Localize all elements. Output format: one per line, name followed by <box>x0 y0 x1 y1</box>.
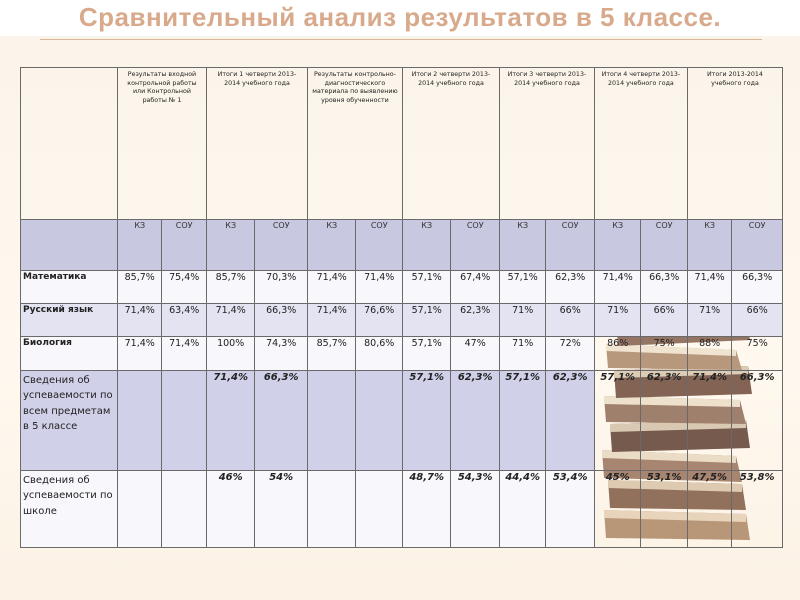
table-cell <box>307 370 356 470</box>
subheader-row <box>21 219 783 270</box>
header-diagnostic: Результаты контрольно-диагностического материала по выявлению уровня обученности <box>307 68 402 220</box>
subheader-sou: СОУ <box>732 219 783 270</box>
table-cell: 71,4% <box>687 270 731 303</box>
subheader-empty <box>21 219 118 270</box>
table-cell: 66,3% <box>732 270 783 303</box>
table-cell: 86% <box>594 337 640 370</box>
table-cell: 46% <box>206 470 255 547</box>
table-cell: 71,4% <box>307 303 356 336</box>
table-cell: 66% <box>732 303 783 336</box>
table-cell: 71% <box>499 337 545 370</box>
subheader-kz: КЗ <box>499 219 545 270</box>
row-subject: Сведения об успеваемости по всем предметам в 5 классе <box>21 370 118 470</box>
table-cell <box>356 470 402 547</box>
subheader-kz: КЗ <box>687 219 731 270</box>
row-subject: Биология <box>21 337 118 370</box>
table-cell: 71,4% <box>162 337 206 370</box>
table-cell: 62,3% <box>546 270 595 303</box>
subheader-kz: КЗ <box>594 219 640 270</box>
table-cell: 53,1% <box>641 470 687 547</box>
subheader-kz: КЗ <box>402 219 451 270</box>
header-entrance-test: Результаты входной контрольной работы или Контрольной работы № 1 <box>118 68 207 220</box>
table-cell: 57,1% <box>402 303 451 336</box>
table-cell: 53,8% <box>732 470 783 547</box>
table-row <box>21 470 783 547</box>
table-cell: 71,4% <box>687 370 731 470</box>
table-cell: 47,5% <box>687 470 731 547</box>
table-cell: 66,3% <box>732 370 783 470</box>
table-cell <box>162 470 206 547</box>
table-cell: 80,6% <box>356 337 402 370</box>
table-cell <box>356 370 402 470</box>
table-cell: 71,4% <box>307 270 356 303</box>
table-row <box>21 270 783 303</box>
table-cell: 76,6% <box>356 303 402 336</box>
table-cell: 54% <box>255 470 308 547</box>
results-table <box>20 67 783 548</box>
row-subject: Сведения об успеваемости по школе <box>21 470 118 547</box>
header-row <box>21 68 783 220</box>
table-cell: 66,3% <box>641 270 687 303</box>
table-row <box>21 303 783 336</box>
subheader-kz: КЗ <box>206 219 255 270</box>
page-title: Сравнительный анализ результатов в 5 классе. <box>78 2 722 32</box>
table-cell: 85,7% <box>206 270 255 303</box>
table-cell: 66% <box>641 303 687 336</box>
table-cell: 63,4% <box>162 303 206 336</box>
table-cell: 71% <box>499 303 545 336</box>
header-quarter-4: Итоги 4 четверти 2013-2014 учебного года <box>594 68 687 220</box>
table-cell: 85,7% <box>307 337 356 370</box>
table-cell: 57,1% <box>402 370 451 470</box>
table-cell: 71,4% <box>594 270 640 303</box>
subheader-kz: КЗ <box>307 219 356 270</box>
table-cell: 54,3% <box>451 470 500 547</box>
subheader-sou: СОУ <box>641 219 687 270</box>
header-year: Итоги 2013-2014 учебного года <box>687 68 782 220</box>
table-row <box>21 337 783 370</box>
table-cell: 45% <box>594 470 640 547</box>
table-cell: 70,3% <box>255 270 308 303</box>
table-cell: 85,7% <box>118 270 162 303</box>
table-cell: 48,7% <box>402 470 451 547</box>
table-cell: 71,4% <box>118 303 162 336</box>
table-cell <box>162 370 206 470</box>
table-cell: 53,4% <box>546 470 595 547</box>
row-subject: Математика <box>21 270 118 303</box>
subheader-sou: СОУ <box>162 219 206 270</box>
table-cell: 47% <box>451 337 500 370</box>
table-cell: 88% <box>687 337 731 370</box>
table-cell: 44,4% <box>499 470 545 547</box>
table-cell: 71,4% <box>118 337 162 370</box>
table-cell <box>118 370 162 470</box>
table-cell <box>307 470 356 547</box>
table-cell: 57,1% <box>499 270 545 303</box>
table-cell: 62,3% <box>451 370 500 470</box>
table-cell: 67,4% <box>451 270 500 303</box>
table-row <box>21 370 783 470</box>
subheader-sou: СОУ <box>451 219 500 270</box>
table-cell: 75% <box>732 337 783 370</box>
header-empty <box>21 68 118 220</box>
table-cell: 62,3% <box>546 370 595 470</box>
table-cell: 62,3% <box>451 303 500 336</box>
subheader-sou: СОУ <box>356 219 402 270</box>
table-cell: 75% <box>641 337 687 370</box>
table-cell: 75,4% <box>162 270 206 303</box>
table-cell: 57,1% <box>594 370 640 470</box>
table-cell: 57,1% <box>402 337 451 370</box>
table-cell: 71% <box>687 303 731 336</box>
table-cell <box>118 470 162 547</box>
table-cell: 71,4% <box>206 370 255 470</box>
table-cell: 66,3% <box>255 303 308 336</box>
row-subject: Русский язык <box>21 303 118 336</box>
table-cell: 71,4% <box>356 270 402 303</box>
top-divider <box>40 39 762 40</box>
table-cell: 57,1% <box>499 370 545 470</box>
table-cell: 72% <box>546 337 595 370</box>
header-quarter-1: Итоги 1 четверти 2013-2014 учебного года <box>206 68 307 220</box>
subheader-sou: СОУ <box>546 219 595 270</box>
table-cell: 66% <box>546 303 595 336</box>
table-cell: 71% <box>594 303 640 336</box>
subheader-sou: СОУ <box>255 219 308 270</box>
table-cell: 57,1% <box>402 270 451 303</box>
table-cell: 62,3% <box>641 370 687 470</box>
table-cell: 100% <box>206 337 255 370</box>
table-cell: 74,3% <box>255 337 308 370</box>
table-cell: 71,4% <box>206 303 255 336</box>
table-cell: 66,3% <box>255 370 308 470</box>
subheader-kz: КЗ <box>118 219 162 270</box>
header-quarter-3: Итоги 3 четверти 2013-2014 учебного года <box>499 68 594 220</box>
header-quarter-2: Итоги 2 четверти 2013-2014 учебного года <box>402 68 499 220</box>
